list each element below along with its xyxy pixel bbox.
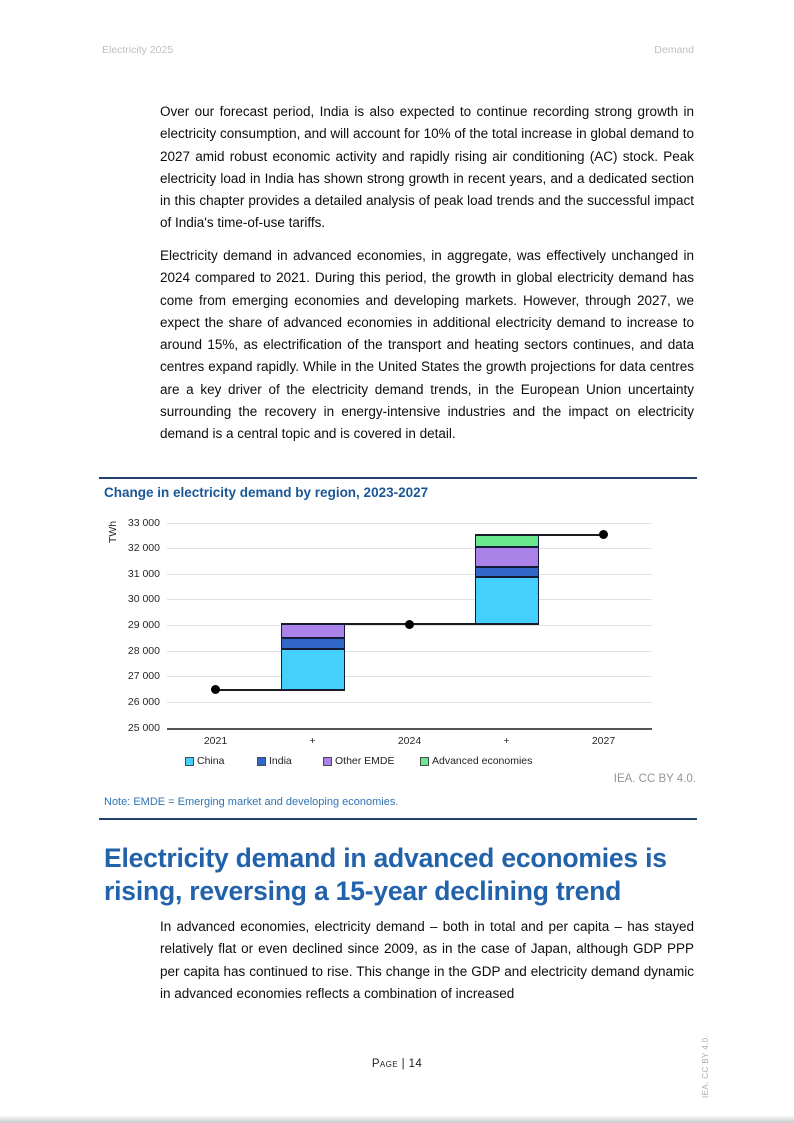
y-tick-label: 26 000 — [127, 695, 160, 708]
bar-segment-china — [281, 649, 345, 690]
page-number: Page | 14 — [371, 1058, 423, 1070]
legend-item-advanced-economies — [420, 755, 532, 767]
header-left: Electricity 2025 — [102, 44, 174, 56]
chart-legend — [99, 755, 697, 769]
figure-note: Note: EMDE = Emerging market and developing economies. — [104, 796, 399, 808]
gridline — [167, 651, 652, 652]
y-tick-label: 28 000 — [127, 644, 160, 657]
y-tick-label: 30 000 — [127, 593, 160, 606]
y-axis-label: TWh — [107, 520, 120, 544]
legend-swatch-icon — [185, 757, 194, 766]
x-tick-label: 2021 — [203, 735, 228, 747]
paragraph-india-growth: Over our forecast period, India is also expected to continue recording strong growth in electricity consumption, and will account for 10% of the total increase in global demand to 2027 amid robust economic activity and rapidly rising air conditioning (AC) stock. Peak electricity load in India has shown strong growth in recent years, and a dedicated section in this chapter provides a detailed analysis of peak load trends and the successful impact of India's time-of-use tariffs. — [160, 104, 694, 231]
figure-bottom-rule — [99, 818, 697, 820]
legend-item-india — [257, 755, 292, 767]
x-tick-label: 2027 — [591, 735, 616, 747]
x-tick-label: 2024 — [397, 735, 422, 747]
figure-top-rule — [99, 477, 697, 479]
figure-title: Change in electricity demand by region, 2023-2027 — [104, 485, 429, 500]
legend-swatch-icon — [323, 757, 332, 766]
gridline — [167, 548, 652, 549]
total-marker-dot — [405, 620, 414, 629]
legend-item-other-emde — [323, 755, 395, 767]
total-marker-dot — [211, 685, 220, 694]
side-credit-text: IEA. CC BY 4.0. — [701, 1034, 710, 1098]
chart-plot-area — [99, 510, 697, 755]
header-right: Demand — [654, 44, 694, 56]
legend-label: India — [269, 755, 292, 767]
gridline — [167, 676, 652, 677]
bar-segment-other-emde — [475, 547, 539, 567]
x-axis-line — [167, 728, 652, 730]
x-tick-label: + — [503, 735, 510, 747]
bar-segment-china — [475, 577, 539, 624]
bar-segment-india — [281, 638, 345, 648]
section-heading: Electricity demand in advanced economies is rising, reversing a 15-year declining trend — [104, 843, 667, 906]
bar-segment-advanced-economies — [475, 535, 539, 548]
gridline — [167, 574, 652, 575]
figure-electricity-demand-chart — [99, 477, 697, 820]
x-tick-label: + — [309, 735, 316, 747]
figure-credit: IEA. CC BY 4.0. — [613, 773, 696, 785]
legend-label: Advanced economies — [432, 755, 533, 767]
bar-segment-other-emde — [281, 624, 345, 638]
legend-swatch-icon — [420, 757, 429, 766]
total-marker-dot — [599, 530, 608, 539]
legend-swatch-icon — [257, 757, 266, 766]
y-tick-label: 29 000 — [127, 619, 160, 631]
y-tick-label: 25 000 — [127, 721, 160, 734]
paragraph-advanced-economies: Electricity demand in advanced economies, in aggregate, was effectively unchanged in 2024 compared to 2021. During this period, the growth in global electricity demand has come from emerging economies and developing markets. However, through 2027, we expect the share of advanced economies in additional electricity demand to increase to around 15%, as electrification of the transport and heating sectors continues, and data centres expand rapidly. While in the United States the growth projections for data centres are a key driver of the electricity demand trends, in the European Union uncertainty surrounding the recovery in energy-intensive industries and the impact on electricity demand is a central topic and is covered in detail. — [160, 248, 694, 442]
legend-label: Other EMDE — [335, 755, 395, 767]
bar-segment-india — [475, 567, 539, 577]
y-tick-label: 31 000 — [127, 567, 160, 580]
gridline — [167, 599, 652, 600]
paragraph-advanced-economies-trend: In advanced economies, electricity demand – both in total and per capita – has stayed relatively flat or even declined since 2009, as in the case of Japan, although GDP PPP per capita has continued to rise. This change in the GDP and electricity demand dynamic in advanced economies reflects a combination of increased — [160, 919, 694, 1001]
y-tick-label: 32 000 — [127, 542, 160, 555]
y-tick-label: 33 000 — [127, 516, 160, 529]
page-edge-shadow — [0, 1115, 794, 1123]
legend-label: China — [197, 755, 225, 767]
gridline — [167, 702, 652, 703]
gridline — [167, 523, 652, 524]
legend-item-china — [185, 755, 224, 767]
y-tick-label: 27 000 — [127, 670, 160, 683]
